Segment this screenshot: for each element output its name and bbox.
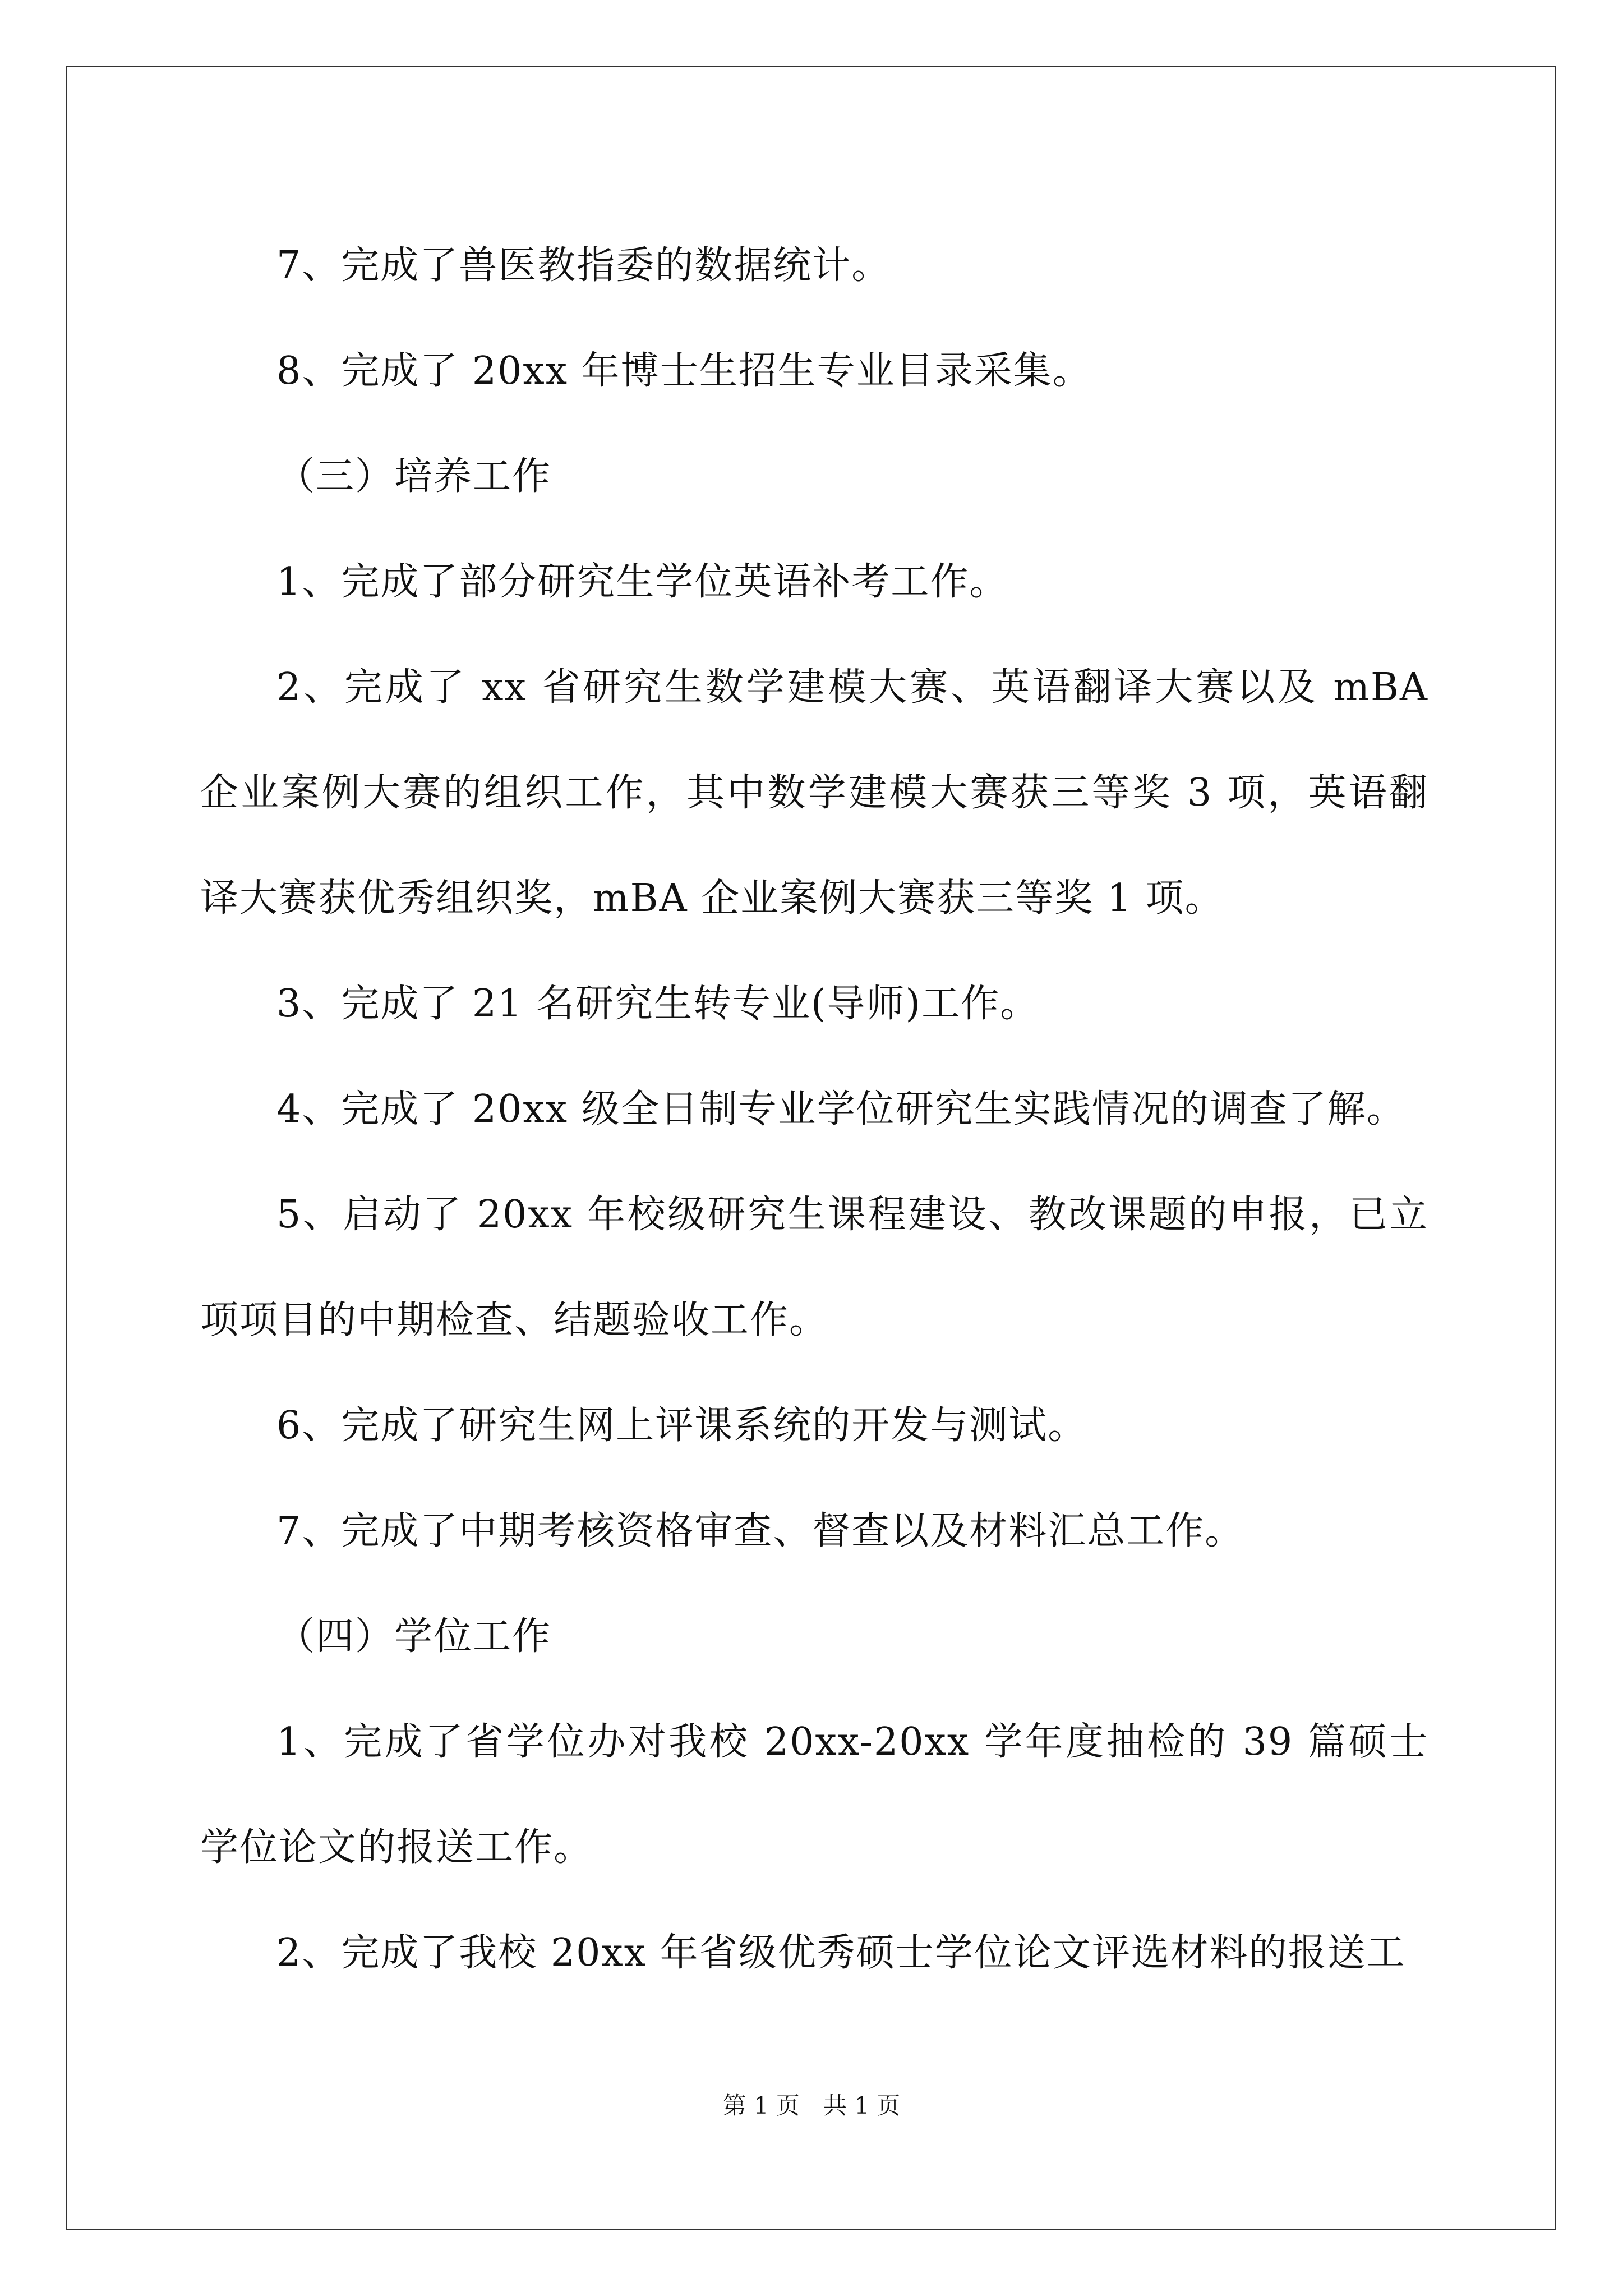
paragraph-training-2: 2、完成了 xx 省研究生数学建模大赛、英语翻译大赛以及 mBA 企业案例大赛的组织工作，其中数学建模大赛获三等奖 3 项，英语翻译大赛获优秀组织奖，mBA 企业案例大赛获三等奖 1 项。 bbox=[200, 665, 1428, 921]
section-heading-degree: （四）学位工作 bbox=[276, 1614, 552, 1659]
paragraph-training-1: 1、完成了部分研究生学位英语补考工作。 bbox=[276, 560, 1009, 604]
section-heading-training: （三）培养工作 bbox=[276, 454, 552, 499]
paragraph-training-4: 4、完成了 20xx 级全日制专业学位研究生实践情况的调查了解。 bbox=[276, 1087, 1406, 1131]
document-body bbox=[200, 213, 1428, 2006]
paragraph-training-7: 7、完成了中期考核资格审查、督查以及材料汇总工作。 bbox=[276, 1509, 1244, 1553]
page-footer: 第 1 页 共 1 页 bbox=[722, 2092, 901, 2119]
paragraph-item-7-vet-stats: 7、完成了兽医教指委的数据统计。 bbox=[276, 243, 891, 288]
paragraph-training-6: 6、完成了研究生网上评课系统的开发与测试。 bbox=[276, 1404, 1087, 1448]
paragraph-training-5: 5、启动了 20xx 年校级研究生课程建设、教改课题的申报，已立项项目的中期检查、结题验收工作。 bbox=[200, 1193, 1428, 1342]
paragraph-item-8-phd-catalog: 8、完成了 20xx 年博士生招生专业目录采集。 bbox=[276, 349, 1092, 393]
paragraph-training-3: 3、完成了 21 名研究生转专业(导师)工作。 bbox=[276, 982, 1040, 1026]
paragraph-degree-1: 1、完成了省学位办对我校 20xx-20xx 学年度抽检的 39 篇硕士学位论文的报送工作。 bbox=[200, 1720, 1428, 1870]
paragraph-degree-2: 2、完成了我校 20xx 年省级优秀硕士学位论文评选材料的报送工 bbox=[276, 1931, 1406, 1975]
